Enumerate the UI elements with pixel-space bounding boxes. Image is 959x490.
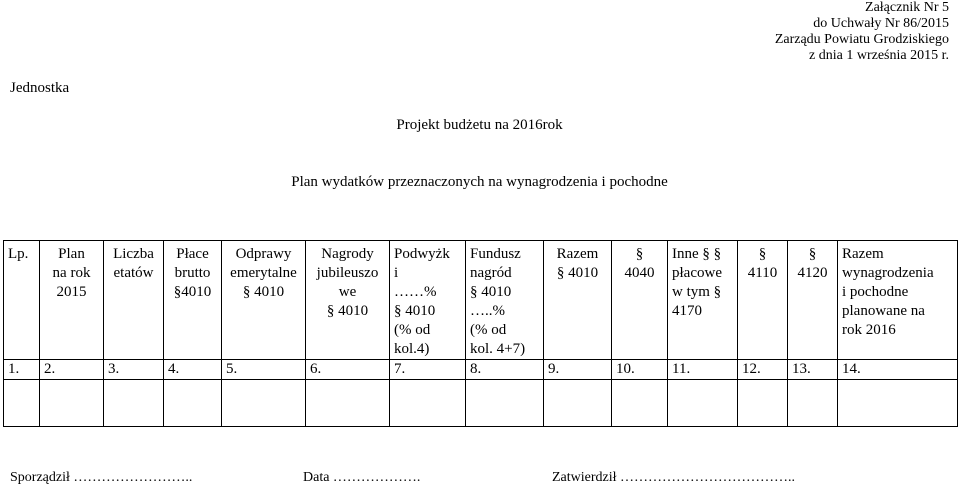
cell-podwyzki[interactable] [390,380,466,427]
col-number: 14. [838,360,958,380]
annex-reference [775,0,949,64]
date-field: Data ………………. [303,470,421,485]
cell-lp[interactable] [4,380,40,427]
header-podwyzki: Podwyżk i ……% § 4010 (% od kol.4) [390,241,466,360]
annex-line-4: z dnia 1 września 2015 r. [809,48,949,63]
cell-4110[interactable] [738,380,788,427]
header-razem-4010: Razem § 4010 [544,241,612,360]
header-lp: Lp. [4,241,40,360]
cell-razem-wynagrodzenia[interactable] [838,380,958,427]
cell-fundusz[interactable] [466,380,544,427]
header-odprawy: Odprawy emerytalne § 4010 [222,241,306,360]
document-subtitle: Plan wydatków przeznaczonych na wynagrodzenia i pochodne [291,174,668,190]
col-number: 4. [164,360,222,380]
annex-line-3: Zarządu Powiatu Grodziskiego [774,32,949,47]
col-number: 13. [788,360,838,380]
salary-plan-table [3,240,958,427]
col-number: 10. [612,360,668,380]
cell-4120[interactable] [788,380,838,427]
header-place-brutto: Płace brutto §4010 [164,241,222,360]
cell-liczba-etatow[interactable] [104,380,164,427]
cell-place-brutto[interactable] [164,380,222,427]
col-number: 7. [390,360,466,380]
column-number-row [4,360,958,380]
annex-line-2: do Uchwały Nr 86/2015 [813,16,949,31]
header-liczba-etatow: Liczba etatów [104,241,164,360]
annex-line-1: Załącznik Nr 5 [865,0,949,15]
cell-nagrody[interactable] [306,380,390,427]
header-4110: § 4110 [738,241,788,360]
cell-plan-2015[interactable] [40,380,104,427]
header-nagrody: Nagrody jubileuszo we § 4010 [306,241,390,360]
header-4120: § 4120 [788,241,838,360]
col-number: 12. [738,360,788,380]
col-number: 11. [668,360,738,380]
unit-label: Jednostka [10,80,70,96]
cell-inne[interactable] [668,380,738,427]
prepared-by-field: Sporządził …………………….. [10,470,193,485]
data-row [4,380,958,427]
col-number: 8. [466,360,544,380]
header-razem-wynagrodzenia: Razem wynagrodzenia i pochodne planowane na rok 2016 [838,241,958,360]
document-title: Projekt budżetu na 2016rok [396,117,563,133]
col-number: 5. [222,360,306,380]
cell-odprawy[interactable] [222,380,306,427]
col-number: 9. [544,360,612,380]
col-number: 2. [40,360,104,380]
header-fundusz: Fundusz nagród § 4010 …..% (% od kol. 4+7) [466,241,544,360]
col-number: 3. [104,360,164,380]
col-number: 1. [4,360,40,380]
cell-4040[interactable] [612,380,668,427]
header-row [4,241,958,360]
header-4040: § 4040 [612,241,668,360]
header-inne: Inne § § płacowe w tym § 4170 [668,241,738,360]
col-number: 6. [306,360,390,380]
cell-razem-4010[interactable] [544,380,612,427]
approved-by-field: Zatwierdził ……………………………….. [552,470,796,485]
header-plan-2015: Plan na rok 2015 [40,241,104,360]
